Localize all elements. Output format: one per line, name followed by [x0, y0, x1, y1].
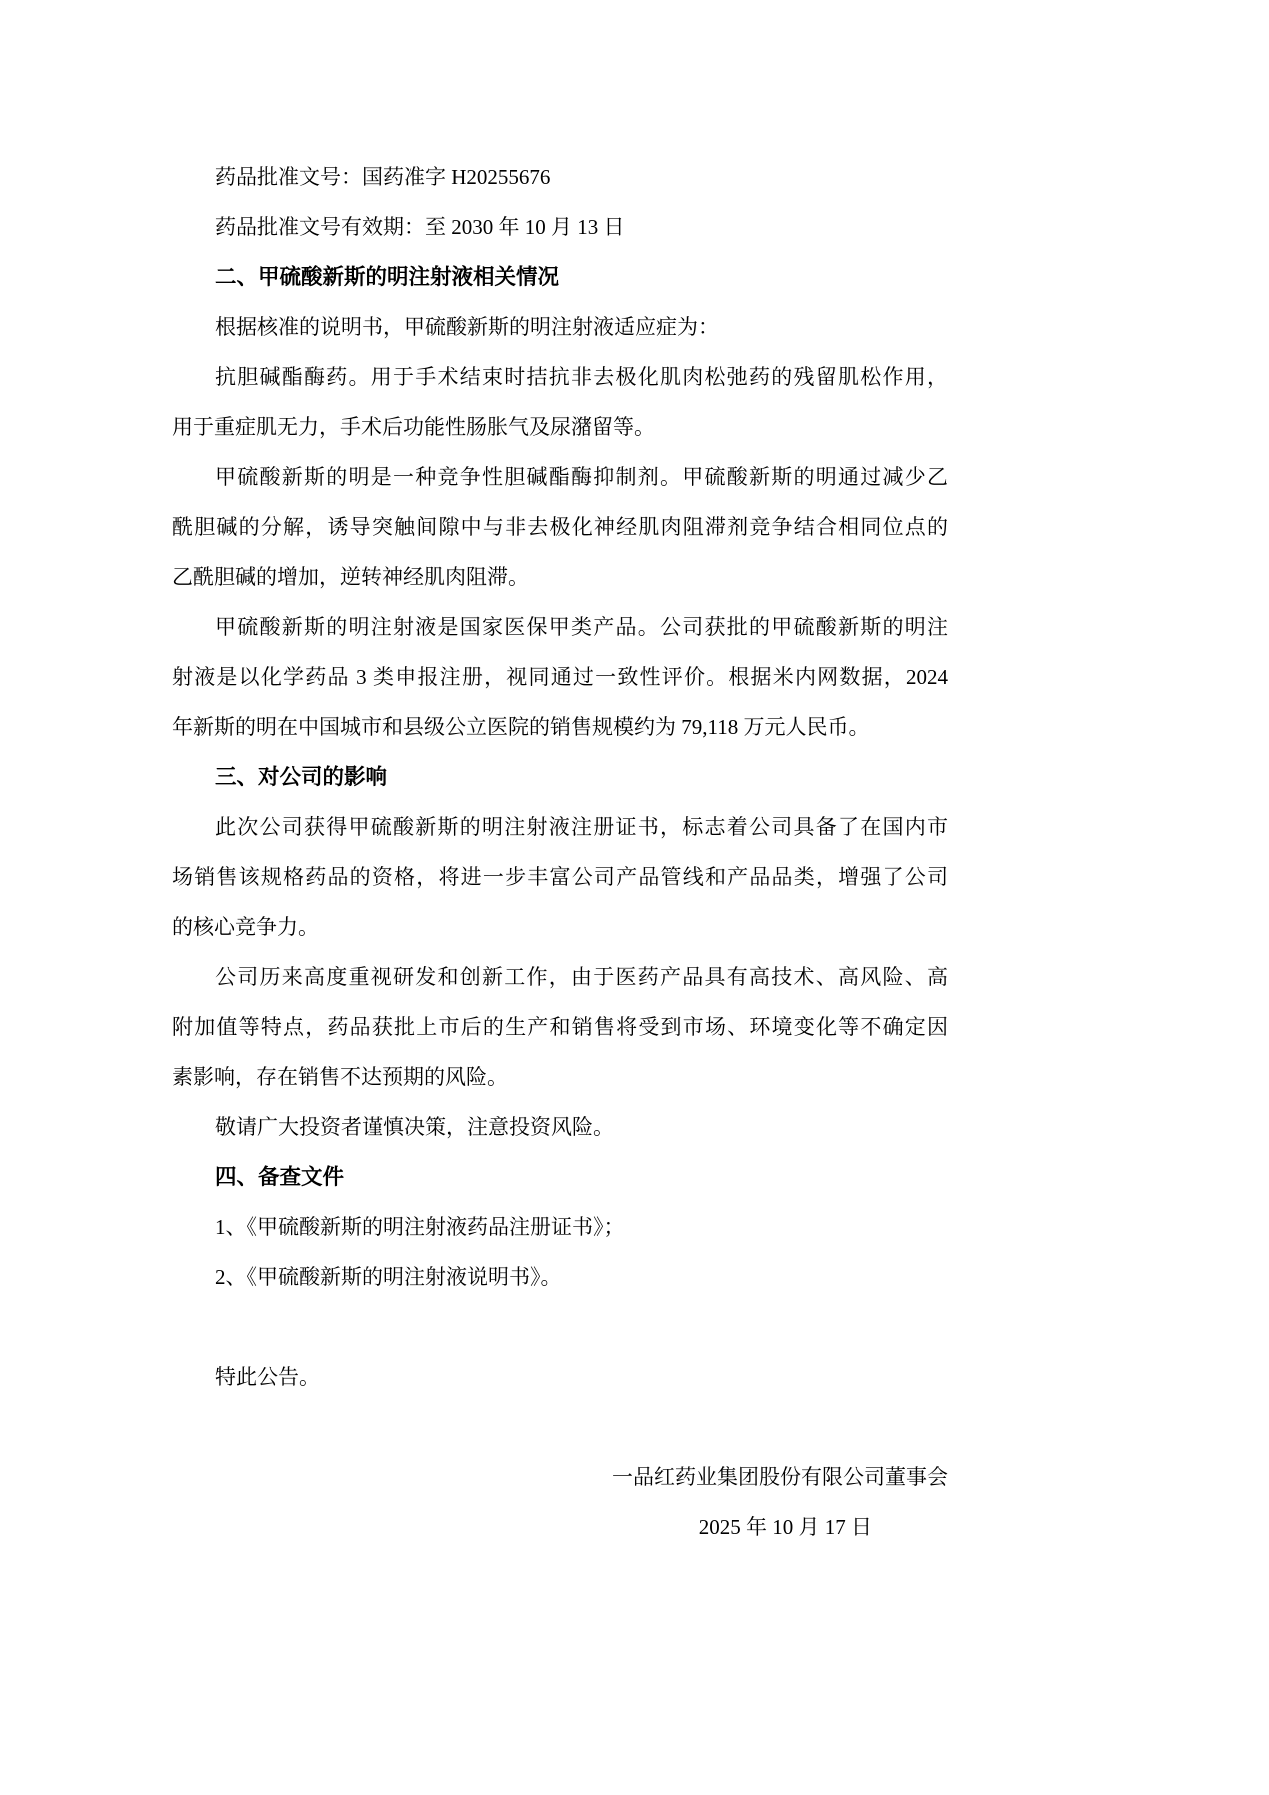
document-line: 射液是以化学药品 3 类申报注册，视同通过一致性评价。根据米内网数据，2024 [172, 665, 948, 689]
signature-company: 一品红药业集团股份有限公司董事会 [612, 1465, 948, 1489]
document-line: 根据核准的说明书，甲硫酸新斯的明注射液适应症为： [215, 315, 719, 339]
document-line: 公司历来高度重视研发和创新工作，由于医药产品具有高技术、高风险、高 [215, 965, 948, 989]
document-line: 甲硫酸新斯的明是一种竞争性胆碱酯酶抑制剂。甲硫酸新斯的明通过减少乙 [215, 465, 948, 489]
blank-line [172, 1402, 948, 1452]
document-line: 药品批准文号：国药准字 H20255676 [215, 165, 551, 189]
section-heading: 四、备查文件 [215, 1165, 345, 1189]
document-line: 药品批准文号有效期：至 2030 年 10 月 13 日 [215, 215, 625, 239]
blank-line [172, 1302, 948, 1352]
signature-date: 2025 年 10 月 17 日 [698, 1515, 872, 1539]
document-line: 年新斯的明在中国城市和县级公立医院的销售规模约为 79,118 万元人民币。 [172, 715, 870, 739]
document-line: 素影响，存在销售不达预期的风险。 [172, 1065, 508, 1089]
document-line: 敬请广大投资者谨慎决策，注意投资风险。 [215, 1115, 614, 1139]
document-body [172, 152, 948, 1552]
document-line: 的核心竞争力。 [172, 915, 319, 939]
document-line: 用于重症肌无力，手术后功能性肠胀气及尿潴留等。 [172, 415, 655, 439]
document-line: 特此公告。 [215, 1365, 320, 1389]
document-line: 抗胆碱酯酶药。用于手术结束时拮抗非去极化肌肉松弛药的残留肌松作用， [215, 365, 948, 389]
document-line: 乙酰胆碱的增加，逆转神经肌肉阻滞。 [172, 565, 529, 589]
document-line: 酰胆碱的分解，诱导突触间隙中与非去极化神经肌肉阻滞剂竞争结合相同位点的 [172, 515, 948, 539]
document-line: 甲硫酸新斯的明注射液是国家医保甲类产品。公司获批的甲硫酸新斯的明注 [215, 615, 948, 639]
section-heading: 三、对公司的影响 [215, 765, 388, 789]
document-line: 1、《甲硫酸新斯的明注射液药品注册证书》； [215, 1215, 625, 1239]
document-line: 附加值等特点，药品获批上市后的生产和销售将受到市场、环境变化等不确定因 [172, 1015, 948, 1039]
section-heading: 二、甲硫酸新斯的明注射液相关情况 [215, 265, 560, 289]
document-line: 2、《甲硫酸新斯的明注射液说明书》。 [215, 1265, 562, 1289]
document-line: 场销售该规格药品的资格，将进一步丰富公司产品管线和产品品类，增强了公司 [172, 865, 948, 889]
document-line: 此次公司获得甲硫酸新斯的明注射液注册证书，标志着公司具备了在国内市 [215, 815, 948, 839]
